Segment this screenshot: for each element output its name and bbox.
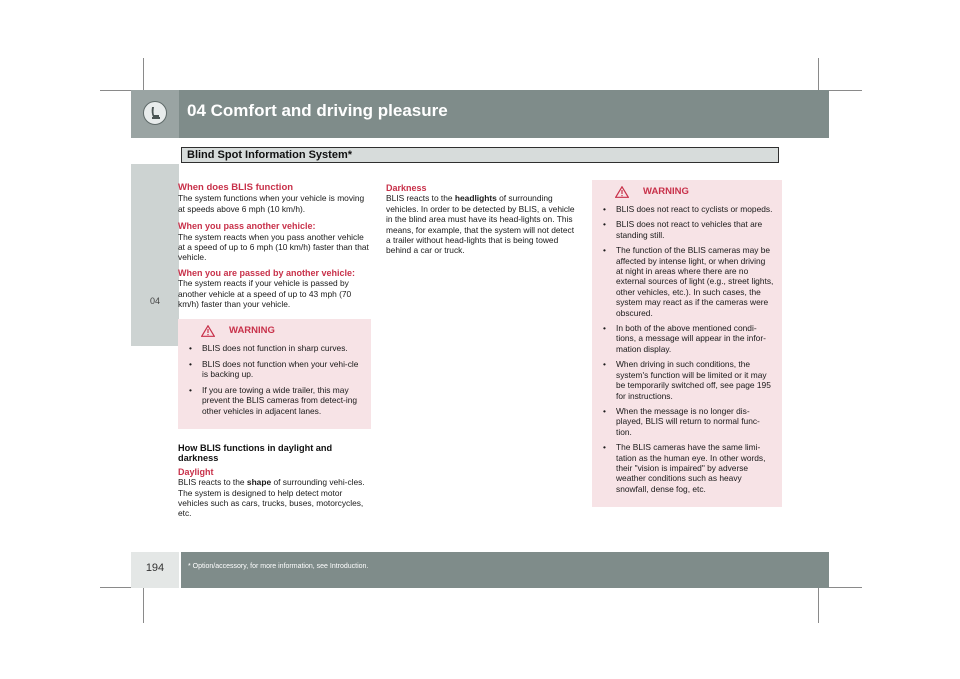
warning-header (600, 184, 774, 200)
paragraph-darkness: BLIS reacts to the headlights of surrounding vehicles. In order to be detected by BLIS, a vehicle in the blind area must have its head-lights on. This means, for example, that the system will not detect a trailer without head-lights that is being towed behind a car or truck. (386, 193, 575, 256)
warning-item: • The function of the BLIS cameras may be affected by intense light, or when driving at night in areas where there are no external sources of light (e.g., street lights, other vehicles, etc.). In such cases, the system may react as if the cameras were obscured. (603, 245, 774, 318)
crop-mark (818, 586, 819, 623)
warning-item: • BLIS does not function in sharp curves. (189, 343, 348, 354)
crop-mark (826, 587, 862, 588)
warning-item: • The BLIS cameras have the same limi-tation as the human eye. In other words, their "vision is impaired" by adverse weather conditions such as heavy snowfall, dense fog, etc. (603, 442, 766, 494)
warning-item: • BLIS does not react to cyclists or mopeds. (603, 204, 773, 214)
paragraph-pass: The system reacts when you pass another vehicle at a speed of up to 6 mph (10 km/h) faster than that vehicle. (178, 231, 369, 263)
section-title: Blind Spot Information System* (187, 149, 353, 161)
seat-icon (143, 101, 167, 125)
warning-title: WARNING (229, 325, 275, 337)
column-2 (386, 183, 579, 263)
warning-item: • BLIS does not react to vehicles that are standing still. (603, 219, 763, 240)
warning-box-2 (592, 180, 782, 507)
chapter-title: 04 Comfort and driving pleasure (187, 101, 448, 120)
warning-title: WARNING (643, 185, 689, 197)
warning-triangle-icon (615, 186, 629, 198)
paragraph-passed: The system reacts if your vehicle is passed by another vehicle at a speed of up to 43 mph (70 km/h) faster than your vehicle. (178, 278, 352, 310)
page-number: 194 (145, 562, 165, 574)
warning-item: • When the message is no longer dis-played, BLIS will return to normal func-tion. (603, 405, 760, 437)
chapter-number: 04 (149, 296, 160, 306)
paragraph-when: The system functions when your vehicle is moving at speeds above 6 mph (10 km/h). (178, 193, 365, 214)
warning-triangle-icon (201, 325, 215, 337)
heading-how-blis-functions: How BLIS functions in daylight and darkness (178, 442, 333, 464)
crop-mark (826, 90, 862, 91)
warning-item: • If you are towing a wide trailer, this may prevent the BLIS cameras from detect-ing other vehicles in adjacent lanes. (189, 384, 358, 416)
subheading-pass: When you pass another vehicle: (178, 221, 316, 232)
subheading-darkness: Darkness (386, 183, 427, 193)
warning-item: • In both of the above mentioned condi-tions, a message will appear in the infor-mation display. (603, 323, 766, 354)
footer-band (181, 552, 829, 588)
paragraph-daylight: BLIS reacts to the shape of surrounding vehi-cles. The system is designed to help detect motor vehicles such as cars, trucks, buses, motorcycles, etc. (178, 477, 365, 519)
subheading-passed: When you are passed by another vehicle: (178, 267, 356, 278)
warning-header (186, 323, 363, 339)
warning-item: • When driving in such conditions, the system's function will be limited or it may be temporarily switched off, see page 195 for instructions. (603, 359, 771, 401)
column-3 (592, 180, 782, 507)
subheading-daylight: Daylight (178, 466, 214, 477)
footnote: * Option/accessory, for more information, see Introduction. (188, 563, 369, 570)
warning-box-1 (178, 319, 371, 428)
column-1 (178, 183, 371, 526)
warning-item: • BLIS does not function when your vehi-cle is backing up. (189, 358, 359, 380)
chapter-side-strip (131, 164, 179, 346)
crop-mark (143, 586, 144, 623)
heading-when-blis-functions: When does BLIS function (178, 182, 294, 193)
